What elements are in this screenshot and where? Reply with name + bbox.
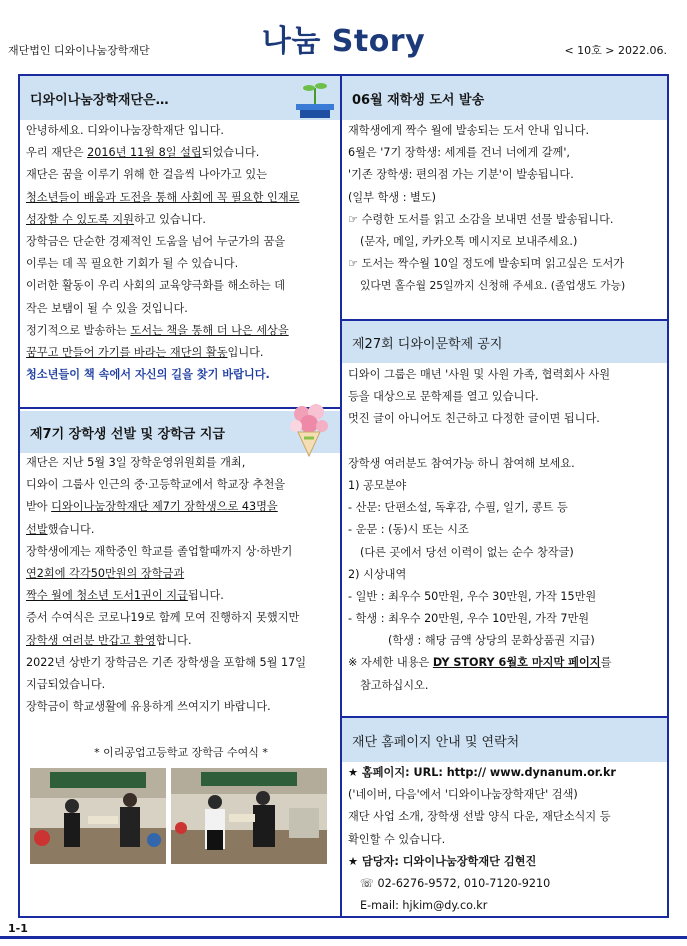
issue-info: < 10호 > 2022.06. <box>564 44 667 57</box>
phone-numbers: ☏ 02-6276-9572, 010-7120-9210 <box>360 876 551 890</box>
section-about-body: 안녕하세요. 디와이나눔장학재단 입니다. 우리 재단은 2016년 11월 8일 설립되었습니다. 재단은 꿈을 이루기 위해 한 걸음씩 나아가고 있는 청소년들이 배움과 도전을 통해 사회에 꼭 필요한 인재로 성장할 수 있도록 지원하고 있습니다. 장학금은 단순한 경제적인 도움을 넘어 누군가의 꿈을 이루는 데 꼭 필요한 기회가 될 수 있습니다. 이러한 활동이 우리 사회의 교육양극화를 해소하는 데 작은 보탬이 될 수 있을 것입니다. 정기적으로 발송하는 도서는 책을 통해 더 나은 세상을 꿈꾸고 만들어 가기를 바라는 재단의 활동입니다. 청소년들이 책 속에서 자신의 길을 찾기 바랍니다. <box>26 124 300 382</box>
ceremony-photo-1 <box>30 768 166 864</box>
section-contest-body: 디와이 그룹은 매년 '사원 및 사원 가족, 협력회사 사원 등을 대상으로 문학제를 열고 있습니다. 멋진 글이 아니어도 친근하고 다정한 글이면 됩니다. 장학생 여러분도 참여가능 하니 참여해 보세요. 1) 공모분야 - 산문: 단편소설, 독후감, 수필, 일기, 콩트 등 - 운문 : (동)시 또는 시조 (다른 곳에서 당선 이력이 없는 순수 창작글) 2) 시상내역 - 일반 : 최우수 50만원, 우수 30만원, 가작 15만원 - 학생 : 최우수 20만원, 우수 10만원, 가작 7만원 (학생 : 해당 금액 상당의 문화상품권 지급) ※ 자세한 내용은 DY STORY 6월호 마지막 페이지를 참고하십시오. <box>348 368 612 692</box>
ceremony-photo-2 <box>171 768 327 864</box>
section-about-title: 디와이나눔장학재단은… <box>30 92 169 108</box>
homepage-link[interactable]: ★ 홈페이지: URL: http:// www.dynanum.or.kr <box>348 766 616 779</box>
newsletter-title: 나눔 Story <box>261 24 426 59</box>
org-name: 재단법인 디와이나눔장학재단 <box>8 44 150 57</box>
section-contact-body: ★ 홈페이지: URL: http:// www.dynanum.or.kr ('네이버, 다음'에서 '디와이나눔장학재단' 검색) 재단 사업 소개, 장학생 선발 양식 다운, 재단소식지 등 확인할 수 있습니다. ★ 담당자: 디와이나눔장학재단 김현진 ☏ 02-6276-9572, 010-7120-9210 E-mail: hjkim@dy.co.kr <box>348 762 616 917</box>
column-divider <box>340 74 342 918</box>
section-contact-header <box>342 718 667 762</box>
page-number: 1-1 <box>8 922 28 935</box>
section-scholarship-title: 제7기 장학생 선발 및 장학금 지급 <box>30 426 225 442</box>
section-contest-title: 제27회 디와이문학제 공지 <box>352 336 503 352</box>
section-scholarship-body: 재단은 지난 5월 3일 장학운영위원회를 개최, 디와이 그룹사 인근의 중·고등학교에서 학교장 추천을 받아 디와이나눔장학재단 제7기 장학생으로 43명을 선발했습니다. 장학생에게는 재학중인 학교를 졸업할때까지 상·하반기 연2회에 각각50만원의 장학금과 짝수 월에 청소년 도서1권이 지급됩니다. 증서 수여식은 코로나19로 함께 모여 진행하지 못했지만 장학생 여러분 반갑고 환영합니다. 2022년 상반기 장학금은 기존 장학생을 포함해 5월 17일 지급되었습니다. 장학금이 학교생활에 유용하게 쓰여지기 바랍니다. <box>26 456 307 714</box>
section-contact-title: 재단 홈페이지 안내 및 연락처 <box>352 734 520 750</box>
email-address[interactable]: E-mail: hjkim@dy.co.kr <box>360 899 488 913</box>
section-contest-header <box>342 321 667 363</box>
sprout-icon <box>292 78 338 120</box>
section-books-body: 재학생에게 짝수 월에 발송되는 도서 안내 입니다. 6월은 '7기 장학생: 세계를 건너 너에게 갈께', '기존 장학생: 편의점 가는 기분'이 발송됩니다. (일부 학생 : 별도) ☞ 수령한 도서를 읽고 소감을 보내면 선물 발송됩니다. (문자, 메일, 카카오톡 메시지로 보내주세요.) ☞ 도서는 짝수월 10일 정도에 발송되며 읽고싶은 도서가 있다면 홀수월 25일까지 신청해 주세요. (졸업생도 가능) <box>348 124 626 293</box>
flower-bouquet-icon <box>284 398 334 458</box>
section-books-header <box>342 76 667 120</box>
section-books-title: 06월 재학생 도서 발송 <box>352 92 485 108</box>
footer-line <box>0 936 687 939</box>
photo-caption: * 이리공업고등학교 장학금 수여식 * <box>94 746 268 759</box>
